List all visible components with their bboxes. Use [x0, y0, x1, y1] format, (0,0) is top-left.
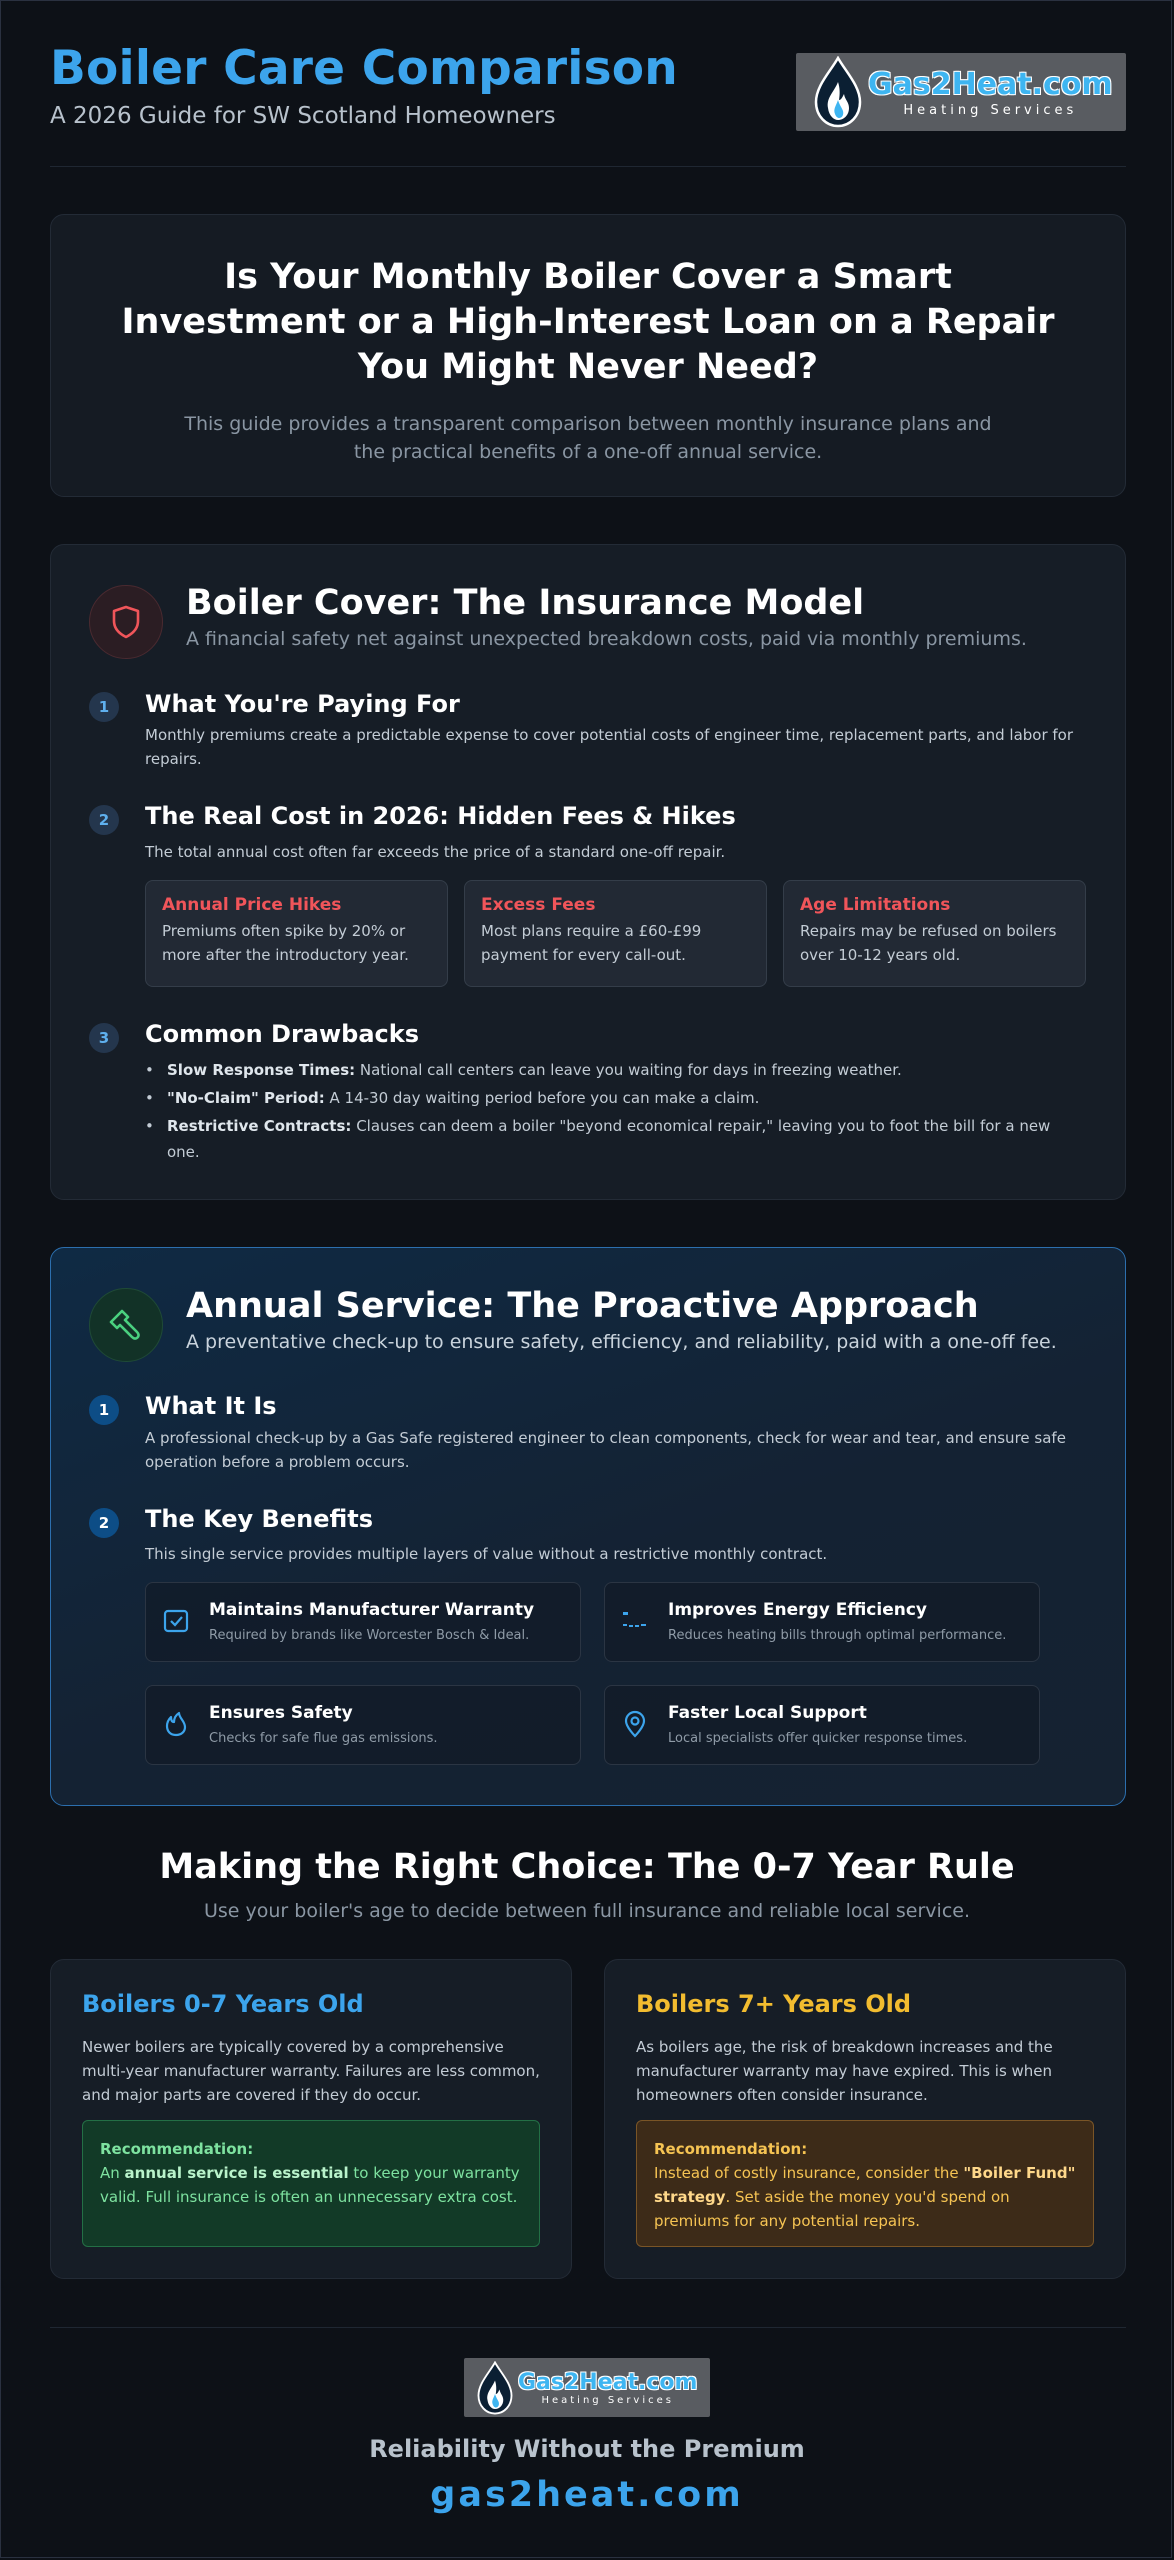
- footer-website-link[interactable]: gas2heat.com: [430, 2475, 744, 2515]
- cost-card-text: Repairs may be refused on boilers over 10-12 years old.: [800, 922, 1057, 964]
- step-number: 1: [89, 692, 119, 722]
- service-title: Annual Service: The Proactive Approach: [186, 1286, 979, 1326]
- benefit-title: Ensures Safety: [209, 1703, 353, 1723]
- step-text: A professional check-up by a Gas Safe registered engineer to clean components, check for wear and tear, and ensure safe operation before a problem occurs.: [145, 1429, 1066, 1471]
- benefit-title: Improves Energy Efficiency: [668, 1600, 927, 1620]
- choice-subtitle: Use your boiler's age to decide between full insurance and reliable local service.: [203, 1900, 971, 1922]
- cover-subtitle: A financial safety net against unexpected breakdown costs, paid via monthly premiums.: [186, 628, 1027, 650]
- cost-card: [783, 880, 1086, 987]
- step-title: What It Is: [145, 1392, 277, 1420]
- hero-text: This guide provides a transparent comparison between monthly insurance plans and the practical benefits of a one-off annual service.: [184, 413, 992, 463]
- step-text: The total annual cost often far exceeds the price of a standard one-off repair.: [145, 843, 726, 861]
- cost-card: [145, 880, 448, 987]
- step-number: 3: [89, 1023, 119, 1053]
- benefit-card: [604, 1685, 1040, 1765]
- step-title: Common Drawbacks: [145, 1020, 420, 1048]
- service-subtitle: A preventative check-up to ensure safety, efficiency, and reliability, paid with a one-off fee.: [186, 1331, 1057, 1353]
- cost-card-title: Age Limitations: [800, 895, 951, 915]
- age-card-text: As boilers age, the risk of breakdown increases and the manufacturer warranty may have expired. This is when homeowners often consider insurance.: [636, 2038, 1053, 2104]
- benefit-text: Reduces heating bills through optimal performance.: [668, 1628, 1007, 1643]
- logo-tagline: Heating Services: [903, 102, 1078, 118]
- boiler-cover-section: [50, 544, 1126, 1200]
- list-item: • "No-Claim" Period: A 14-30 day waiting period before you can make a claim.: [145, 1085, 1075, 1111]
- age-card-text: Newer boilers are typically covered by a comprehensive multi-year manufacturer warranty. Failures are less common, and major parts are covered if they do occur.: [82, 2038, 540, 2104]
- efficiency-icon: [621, 1607, 649, 1635]
- step-text: Monthly premiums create a predictable expense to cover potential costs of engineer time, replacement parts, and labor for repairs.: [145, 726, 1074, 768]
- old-boiler-card: [604, 1959, 1126, 2279]
- recommendation-label: Recommendation:: [654, 2140, 808, 2158]
- drawbacks-list: [145, 1057, 1075, 1167]
- list-item: • Slow Response Times: National call centers can leave you waiting for days in freezing weather.: [145, 1057, 1075, 1083]
- step-title: The Real Cost in 2026: Hidden Fees & Hikes: [145, 802, 736, 830]
- recommendation-box: Recommendation: Instead of costly insurance, consider the "Boiler Fund" strategy. Set aside the money you'd spend on premiums for any potential repairs.: [636, 2120, 1094, 2247]
- step-title: The Key Benefits: [145, 1505, 374, 1533]
- cost-card-text: Most plans require a £60-£99 payment for every call-out.: [481, 922, 702, 964]
- location-pin-icon: [621, 1710, 649, 1738]
- footer-logo: [464, 2358, 710, 2417]
- choice-title: Making the Right Choice: The 0-7 Year Rule: [159, 1847, 1015, 1887]
- logo-name: Gas2Heat.com: [868, 66, 1113, 102]
- benefit-card: [604, 1582, 1040, 1662]
- cover-title: Boiler Cover: The Insurance Model: [186, 583, 865, 623]
- brand-logo: [796, 53, 1126, 131]
- step-number: 2: [89, 805, 119, 835]
- page-subtitle: A 2026 Guide for SW Scotland Homeowners: [50, 103, 556, 129]
- age-card-title: Boilers 7+ Years Old: [636, 1990, 912, 2018]
- wrench-icon: [89, 1288, 163, 1362]
- cost-card-text: Premiums often spike by 20% or more after the introductory year.: [162, 922, 409, 964]
- page-title: Boiler Care Comparison: [50, 41, 678, 96]
- step-text: This single service provides multiple layers of value without a restrictive monthly contract.: [145, 1545, 828, 1563]
- benefit-text: Local specialists offer quicker response times.: [668, 1731, 968, 1746]
- hero-card: [50, 214, 1126, 497]
- footer-divider: [50, 2327, 1126, 2328]
- footer-tagline: Reliability Without the Premium: [369, 2435, 805, 2463]
- step-number: 2: [89, 1508, 119, 1538]
- flame-drop-logo-icon: [472, 2361, 518, 2415]
- cost-card-title: Excess Fees: [481, 895, 596, 915]
- benefit-text: Required by brands like Worcester Bosch & Ideal.: [209, 1628, 530, 1643]
- cost-card-title: Annual Price Hikes: [162, 895, 342, 915]
- recommendation-label: Recommendation:: [100, 2140, 254, 2158]
- benefit-title: Faster Local Support: [668, 1703, 867, 1723]
- step-number: 1: [89, 1395, 119, 1425]
- hero-heading: Is Your Monthly Boiler Cover a Smart Investment or a High-Interest Loan on a Repair You Might Never Need?: [121, 257, 1055, 387]
- cost-card: [464, 880, 767, 987]
- annual-service-section: [50, 1247, 1126, 1806]
- step-title: What You're Paying For: [145, 690, 460, 718]
- flame-drop-logo-icon: [808, 56, 868, 128]
- list-item: • Restrictive Contracts: Clauses can deem a boiler "beyond economical repair," leaving you to foot the bill for a new one.: [145, 1113, 1075, 1165]
- benefit-card: [145, 1685, 581, 1765]
- logo-name: Gas2Heat.com: [518, 2369, 698, 2395]
- benefit-card: [145, 1582, 581, 1662]
- page-header: [50, 41, 1126, 167]
- age-card-title: Boilers 0-7 Years Old: [82, 1990, 364, 2018]
- recommendation-box: Recommendation: An annual service is essential to keep your warranty valid. Full insurance is often an unnecessary extra cost.: [82, 2120, 540, 2247]
- benefit-title: Maintains Manufacturer Warranty: [209, 1600, 535, 1620]
- young-boiler-card: [50, 1959, 572, 2279]
- flame-icon: [162, 1710, 190, 1738]
- logo-tagline: Heating Services: [541, 2394, 674, 2406]
- shield-icon: [89, 585, 163, 659]
- checkbox-icon: [162, 1607, 190, 1635]
- benefit-text: Checks for safe flue gas emissions.: [209, 1731, 438, 1746]
